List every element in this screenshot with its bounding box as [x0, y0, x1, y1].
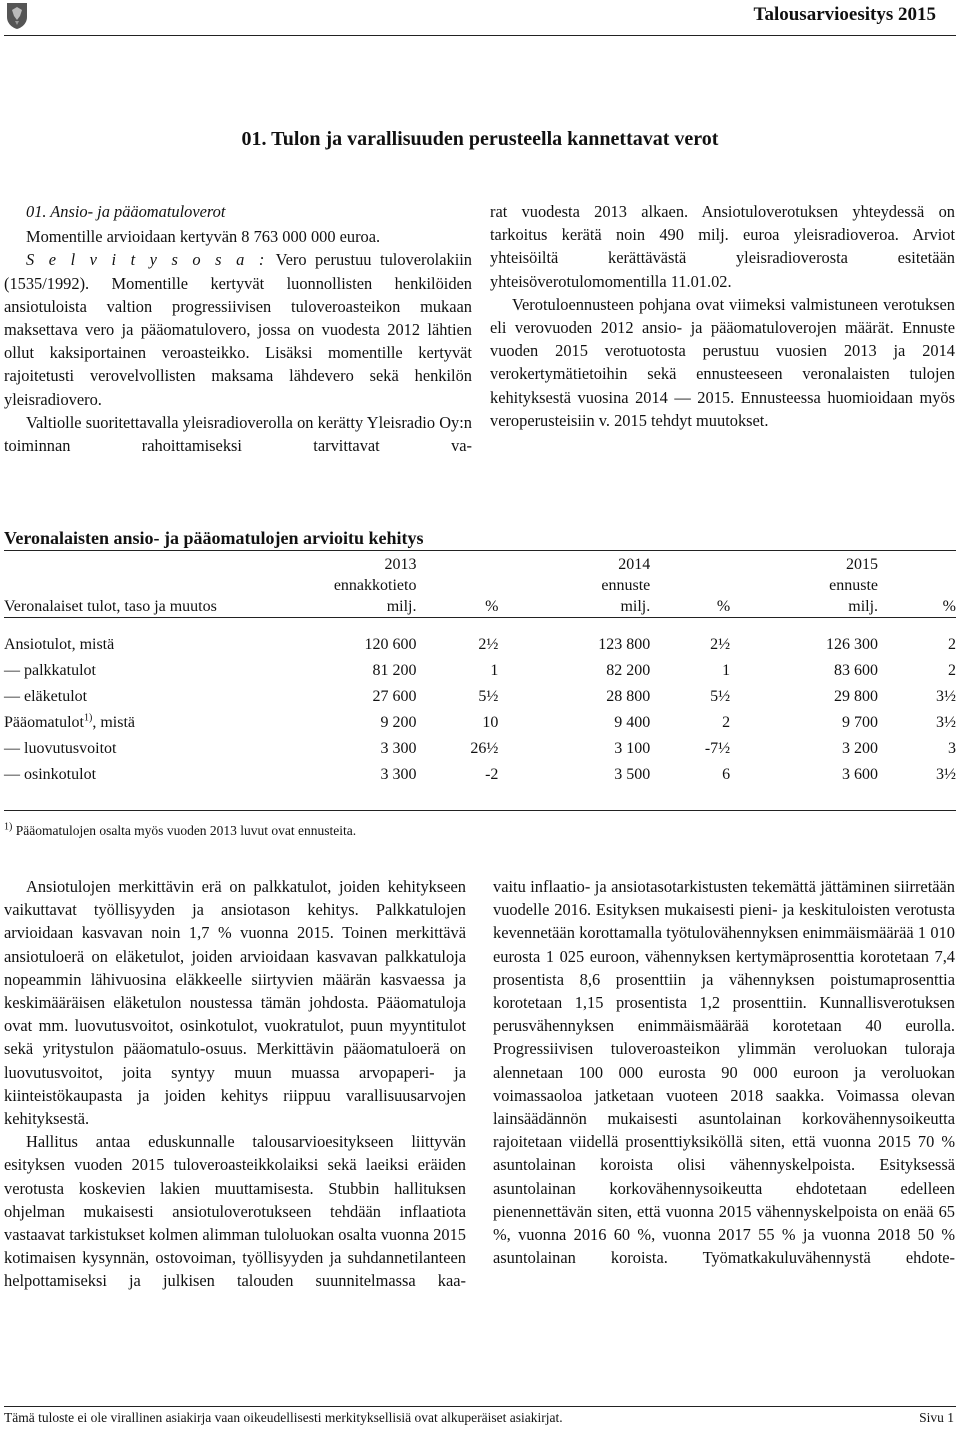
- row-label: Ansiotulot, mistä: [4, 636, 115, 653]
- footer-divider: [4, 1406, 956, 1407]
- upper-right-column: [490, 200, 955, 432]
- selvitysosa-paragraph: S e l v i t y s o s a : Vero perustuu tuloverolakiin (1535/1992). Momentille kertyvät luonnollisten henkilöiden ansiotuloista valtion progressiivisen tuloveroasteikon mukaan maksettava vero ja pääomatulovero, jossa on vuodesta 2012 lähtien ollut kaksiportainen veroasteikko. Lisäksi momentille kertyvät rajoitetusti verovelvollisten maksama lähdevero sekä henkilön yleisradiovero.: [4, 250, 472, 409]
- col-2015-year: 2015: [846, 556, 879, 573]
- cell-pct: 1: [490, 662, 499, 679]
- cell-pct: 2: [948, 662, 956, 679]
- estimate-line: Momentille arvioidaan kertyvän 8 763 000 000 euroa.: [26, 227, 381, 247]
- table-bottom-rule: [4, 810, 956, 811]
- cell-pct: 10: [482, 714, 499, 731]
- footnote-ref: 1): [83, 712, 93, 724]
- row-label: — luovutusvoitot: [4, 740, 117, 757]
- lower-left-paragraph-2: Hallitus antaa eduskunnalle talousarvioesitykseen liittyvän esityksen vuoden 2015 tuloveroasteikkolaiksi sekä laeiksi eräiden verotusta koskevien lakien muuttamisesta. Stubbin hallituksen ohjelman mukaisesti ansiotuloverotukseen tehdään inflaatiota vastaavat tarkistukset kolmen alimman tuloluokan osalta vuonna 2015 kotimaisen kysynnän, ostovoiman, työllisyyden ja suhdannetilanteen helpottamiseksi ja julkisen talouden suunnitelmassa kaa-: [4, 1132, 466, 1291]
- cell-value: 3 300: [380, 740, 417, 757]
- cell-pct: 3½: [936, 766, 956, 783]
- cell-value: 83 600: [834, 662, 879, 679]
- cell-pct: -2: [485, 766, 499, 783]
- row-header-label: Veronalaiset tulot, taso ja muutos: [4, 598, 217, 615]
- table-row: [4, 658, 956, 684]
- cell-value: 9 200: [380, 714, 417, 731]
- section-heading: 01. Ansio- ja pääomatuloverot: [26, 202, 226, 221]
- cell-pct: 26½: [470, 740, 499, 757]
- row-label: — eläketulot: [4, 688, 88, 705]
- table-row: [4, 710, 956, 736]
- coat-of-arms-icon: [6, 2, 28, 30]
- right-paragraph-2: Verotuloennusteen pohjana ovat viimeksi valmistuneen verotuksen eli verovuoden 2012 ansio- ja pääomatuloverojen määrät. Ennuste vuoden 2015 verotuotosta perustuu vuosien 2013 ja 2014 verokertymätietoihin sekä ennusteeseen veronalaisten tulojen kehityksestä vuosina 2014 — 2015. Ennusteessa huomioidaan myös veroperusteisiin v. 2015 tehdyt muutokset.: [490, 294, 955, 430]
- cell-value: 9 700: [842, 714, 879, 731]
- unit-milj: milj.: [620, 598, 651, 615]
- table-header-row: [4, 596, 956, 618]
- table-footnote: $^{1)}$ Pääomatulojen osalta myös vuoden 2013 luvut ovat ennusteita.: [4, 821, 357, 838]
- table-row: [4, 684, 956, 710]
- page-number: Sivu 1: [919, 1410, 954, 1425]
- cell-pct: -7½: [704, 740, 731, 757]
- unit-pct: %: [942, 598, 956, 615]
- cell-value: 9 400: [614, 714, 651, 731]
- cell-value: 3 500: [614, 766, 651, 783]
- unit-pct: %: [716, 598, 731, 615]
- cell-value: 29 800: [834, 688, 879, 705]
- unit-milj: milj.: [848, 598, 879, 615]
- cell-value: 3 300: [380, 766, 417, 783]
- row-label: — palkkatulot: [4, 662, 96, 679]
- cell-value: 27 600: [372, 688, 417, 705]
- table-row: [4, 736, 956, 762]
- chapter-title: 01. Tulon ja varallisuuden perusteella kannettavat verot: [241, 128, 719, 150]
- cell-value: 3 100: [614, 740, 651, 757]
- col-2013-type: ennakkotieto: [333, 577, 417, 594]
- col-2013-year: 2013: [384, 556, 417, 573]
- right-paragraph-1: rat vuodesta 2013 alkaen. Ansiotuloverotuksen yhteydessä on tarkoitus kerätä noin 490 milj. euroa yleisradioveroa. Arviot yhteisöiltä kerättävästä yleisradioverosta esitetään yhteisöverotulomomentilla 11.01.02.: [490, 202, 955, 291]
- cell-value: 123 800: [598, 636, 651, 653]
- table-row: [4, 632, 956, 658]
- cell-value: 120 600: [364, 636, 417, 653]
- lower-left-paragraph-1: Ansiotulojen merkittävin erä on palkkatulot, joiden kehitykseen vaikuttavat työllisyyden ja ansiotason kehitys. Palkkatulojen arvioidaan kasvavan noin 1,7 % vuonna 2015. Toinen merkittävä ansiotuloerä on eläketulot, joiden arvioidaan kasvavan palkkatuloja nopeammin lähivuosina eläkkeelle siirtyvien määrän kasvaessa ja keskimääräisen eläketulon noustessa tämän johdosta. Pääomatuloja ovat mm. luovutusvoitot, osinkotulot, vuokratulot, puun myyntitulot sekä yritystulon pääomatulo-osuus. Merkittävin pääomatuloerä on luovutusvoitot, joita syntyy muun muassa arvopaperi- ja kiinteistökaupasta ja joiden kehitys riippuu varallisuusarvojen kehityksestä.: [4, 877, 466, 1129]
- cell-value: 82 200: [606, 662, 651, 679]
- footer-disclaimer: Tämä tuloste ei ole virallinen asiakirja vaan oikeudellisesti merkityksellisiä ovat alkuperäiset asiakirjat.: [4, 1410, 563, 1425]
- table-header-row: [4, 554, 956, 575]
- cell-pct: 3½: [936, 714, 956, 731]
- lower-right-column: [493, 875, 955, 1269]
- income-table: [4, 554, 956, 788]
- cell-value: 28 800: [606, 688, 651, 705]
- col-2014-year: 2014: [618, 556, 651, 573]
- cell-pct: 5½: [710, 688, 731, 705]
- yleisradio-paragraph: Valtiolle suoritettavalla yleisradioverolla on kerätty Yleisradio Oy:n toiminnan rahoittamiseksi tarvittavat va-: [4, 412, 472, 456]
- cell-pct: 5½: [478, 688, 499, 705]
- document-title: Talousarvioesitys 2015: [753, 4, 936, 25]
- table-row: [4, 762, 956, 788]
- cell-pct: 1: [722, 662, 731, 679]
- cell-pct: 2½: [710, 636, 731, 653]
- cell-pct: 3: [948, 740, 956, 757]
- cell-pct: 6: [722, 766, 731, 783]
- lower-left-column: [4, 875, 466, 1293]
- table-header-row: [4, 575, 956, 596]
- table-top-rule: [4, 550, 956, 551]
- cell-value: 81 200: [372, 662, 417, 679]
- upper-left-column: [4, 200, 472, 457]
- table-title: Veronalaisten ansio- ja pääomatulojen arvioitu kehitys: [4, 528, 424, 548]
- cell-value: 3 600: [842, 766, 879, 783]
- row-label: Pääomatulot$^{1)}$, mistä: [4, 712, 135, 731]
- row-label: — osinkotulot: [4, 766, 97, 783]
- unit-pct: %: [485, 598, 499, 615]
- cell-pct: 3½: [936, 688, 956, 705]
- selvitysosa-label: S e l v i t y s o s a :: [26, 250, 268, 270]
- col-2015-type: ennuste: [829, 577, 879, 594]
- lower-right-paragraph: vaitu inflaatio- ja ansiotasotarkistusten tekemättä jättäminen siirretään vuodelle 2016. Esityksen mukaisesti pieni- ja keskituloisten verotusta kevennetään korottamalla työtulovähennyksen enimmäismäärää 1 010 eurosta 1 025 euroon, vähennyksen kertymäprosenttia korotetaan 7,4 prosentista 8,6 prosenttiin ja vähennyksen poistumaprosenttia korotetaan 1,15 prosentista 1,2 prosenttiin. Kunnallisverotuksen perusvähennyksen enimmäismäärää korotetaan 40 eurolla. Progressiivisen tuloveroasteikon ylimmän veroluokan tuloraja alennetaan 100 000 eurosta 90 000 euroon ja veroluokan voimassaoloa jatketaan vuoteen 2018 saakka. Voimassa olevan lainsäädännön mukaisesti asuntolainan korkovähennysoikeutta rajoitetaan viidellä prosenttiyksiköllä siten, että vuonna 2015 70 % asuntolainan koroista olisi vähennyskelpoista. Esityksessä asuntolainan korkovähennysoikeutta ehdotetaan edelleen pienennettävän siten, että vuonna 2015 vähennyskelpoista on enää 65 %, vuonna 2016 60 %, vuonna 2017 55 % ja vuonna 2018 50 % asuntolainan koroista. Työmatkakuluvähennystä ehdote-: [493, 877, 955, 1268]
- header-divider: [4, 35, 956, 36]
- cell-pct: 2½: [478, 636, 499, 653]
- cell-pct: 2: [948, 636, 956, 653]
- unit-milj: milj.: [386, 598, 417, 615]
- cell-value: 3 200: [842, 740, 879, 757]
- col-2014-type: ennuste: [601, 577, 651, 594]
- cell-value: 126 300: [826, 636, 879, 653]
- cell-pct: 2: [722, 714, 731, 731]
